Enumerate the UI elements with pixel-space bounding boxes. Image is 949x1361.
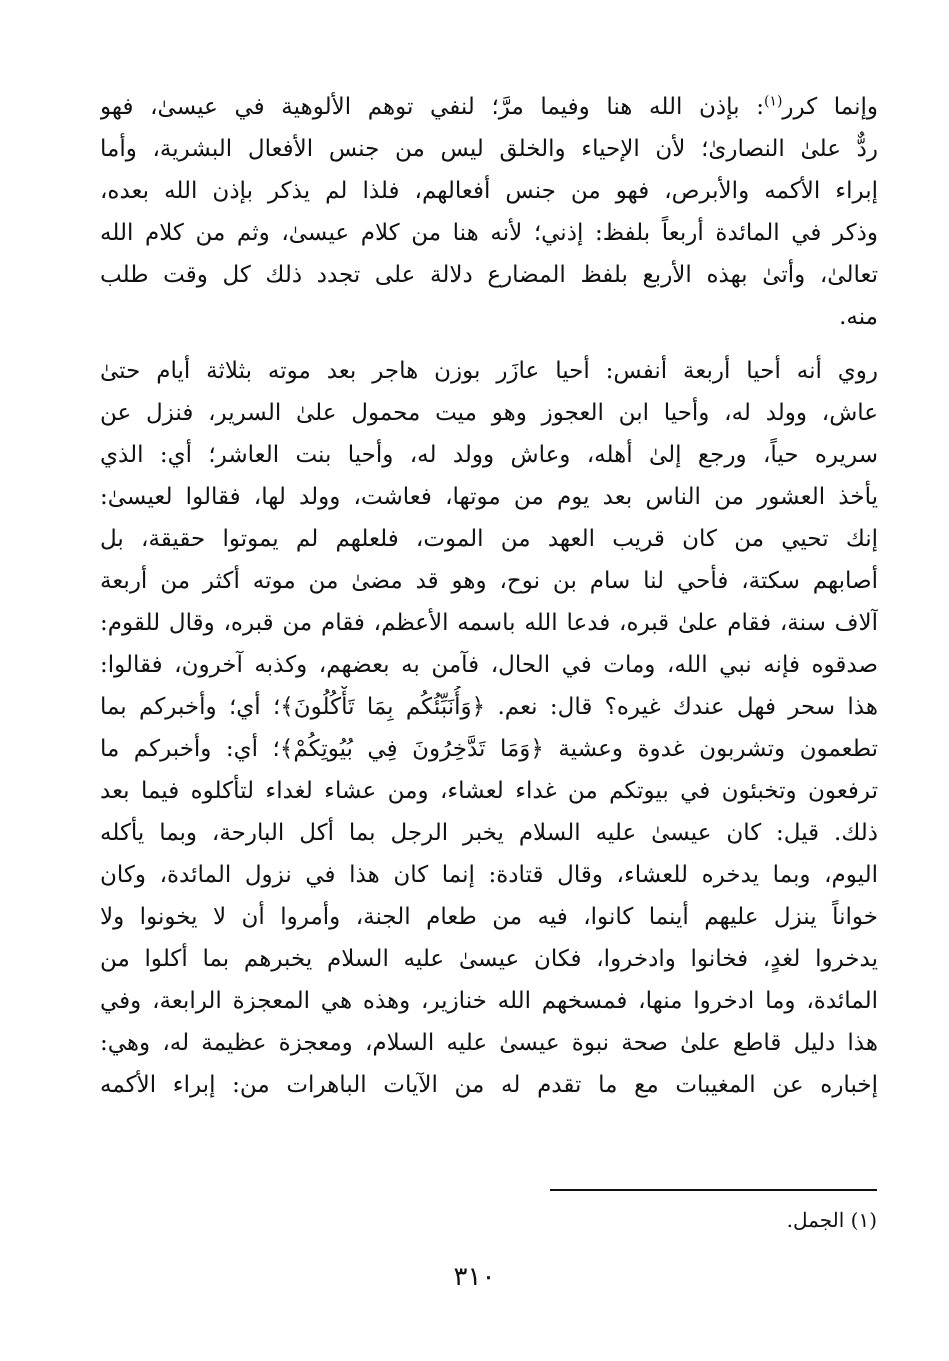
paragraph-line: يأخذ العشور من الناس بعد يوم من موتها، فعاشت، وولد لها، فقالوا لعيسىٰ: bbox=[100, 484, 878, 510]
paragraph-line: إبراء الأكمه والأبرص، فهو من جنس أفعالهم، فلذا لم يذكر بإذن الله بعده، bbox=[100, 178, 878, 204]
paragraph-line: يدخروا لغدٍ، فخانوا وادخروا، فكان عيسىٰ عليه السلام يخبرهم بما أكلوا من bbox=[100, 946, 878, 972]
page-number: ٣١٠ bbox=[453, 1262, 496, 1292]
footnote-reference: (١) bbox=[763, 93, 783, 110]
paragraph-line bbox=[100, 86, 878, 128]
paragraph-1 bbox=[100, 86, 878, 338]
paragraph-line: هذا سحر فهل عندك غيره؟ قال: نعم. ﴿وَأُنَبِّئُكُم بِمَا تَأْكُلُونَ﴾؛ أي؛ وأخبركم بما bbox=[100, 694, 878, 720]
paragraph-line: آلاف سنة، فقام علىٰ قبره، فدعا الله باسمه الأعظم، فقام من قبره، وقال للقوم: bbox=[100, 610, 878, 636]
footnote bbox=[787, 1205, 877, 1235]
paragraph-line: منه. bbox=[839, 304, 878, 330]
paragraph-line: ردٌّ علىٰ النصارىٰ؛ لأن الإحياء والخلق ليس من جنس الأفعال البشرية، وأما bbox=[100, 136, 878, 162]
paragraph-line: خواناً ينزل عليهم أينما كانوا، فيه من طعام الجنة، وأمروا أن لا يخونوا ولا bbox=[100, 904, 878, 930]
paragraph-line: المائدة، وما ادخروا منها، فمسخهم الله خنازير، وهذه هي المعجزة الرابعة، وفي bbox=[100, 988, 878, 1014]
paragraph-line: هذا دليل قاطع علىٰ صحة نبوة عيسىٰ عليه السلام، ومعجزة عظيمة له، وهي: bbox=[100, 1030, 878, 1056]
paragraph-2 bbox=[100, 350, 878, 1106]
footnote-separator bbox=[550, 1189, 877, 1191]
paragraph-line: اليوم، وبما يدخره للعشاء، وقال قتادة: إنما كان هذا في نزول المائدة، وكان bbox=[100, 862, 878, 888]
footnote-marker: (١) bbox=[850, 1208, 877, 1232]
paragraph-line: ذلك. قيل: كان عيسىٰ عليه السلام يخبر الرجل بما أكل البارحة، وبما يأكله bbox=[100, 820, 878, 846]
paragraph-line: وذكر في المائدة أربعاً بلفظ: إذني؛ لأنه هنا من كلام عيسىٰ، وثم من كلام الله bbox=[100, 220, 878, 246]
paragraph-text: : بإذن الله هنا وفيما مرَّ؛ لنفي توهم الألوهية في عيسىٰ، فهو bbox=[100, 94, 764, 120]
paragraph-line: صدقوه فإنه نبي الله، ومات في الحال، فآمن به بعضهم، وكذبه آخرون، فقالوا: bbox=[100, 652, 878, 678]
paragraph-line: إنك تحيي من كان قريب العهد من الموت، فلعلهم لم يموتوا حقيقة، بل bbox=[100, 526, 878, 552]
paragraph-line: تطعمون وتشربون غدوة وعشية ﴿وَمَا تَدَّخِرُونَ فِي بُيُوتِكُمْ﴾؛ أي: وأخبركم ما bbox=[100, 736, 878, 762]
paragraph-text: وإنما كرر bbox=[782, 94, 878, 120]
paragraph-line: عاش، وولد له، وأحيا ابن العجوز وهو ميت محمول علىٰ السرير، فنزل عن bbox=[100, 400, 878, 426]
paragraph-line: إخباره عن المغيبات مع ما تقدم له من الآيات الباهرات من: إبراء الأكمه bbox=[100, 1072, 878, 1098]
paragraph-line: سريره حياً، ورجع إلىٰ أهله، وعاش وولد له، وأحيا بنت العاشر؛ أي: الذي bbox=[100, 442, 878, 468]
paragraph-line: أصابهم سكتة، فأحي لنا سام بن نوح، وهو قد مضىٰ من موته أكثر من أربعة bbox=[100, 568, 878, 594]
footnote-text: الجمل. bbox=[786, 1208, 845, 1232]
paragraph-line: روي أنه أحيا أربعة أنفس: أحيا عازَر بوزن هاجر بعد موته بثلاثة أيام حتىٰ bbox=[100, 358, 878, 384]
paragraph-line: ترفعون وتخبئون في بيوتكم من غداء لعشاء، ومن عشاء لغداء لتأكلوه فيما بعد bbox=[100, 778, 878, 804]
paragraph-line: تعالىٰ، وأتىٰ بهذه الأربع بلفظ المضارع دلالة على تجدد ذلك كل وقت طلب bbox=[100, 262, 878, 288]
